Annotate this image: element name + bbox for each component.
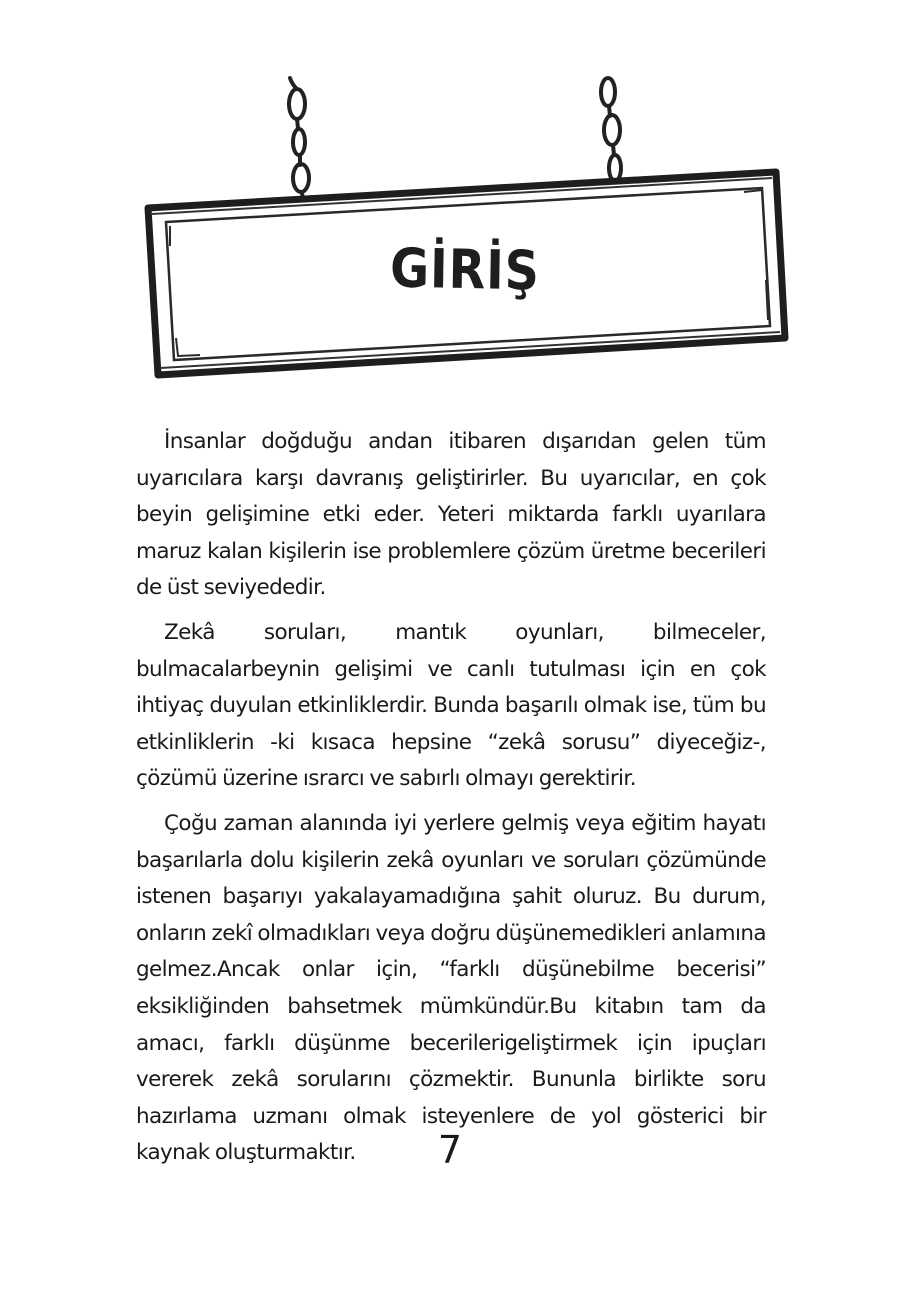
hanging-sign — [140, 70, 790, 390]
paragraph-1: İnsanlar doğduğu andan itibaren dışarıdan gelen tüm uyarıcılara karşı davranış geliştirirler. Bu uyarıcılar, en çok beyin gelişimine etki eder. Yeteri miktarda farklı uyarılara maruz kalan kişilerin ise problemlere çözüm üretme becerileri de üst seviyededir. — [136, 429, 766, 601]
body-text — [136, 424, 766, 1180]
page-title: GİRİŞ — [389, 236, 541, 303]
right-chain-icon — [601, 78, 621, 194]
sign-illustration — [140, 70, 790, 390]
paragraph-3: Çoğu zaman alanında iyi yerlere gelmiş veya eğitim hayatı başarılarla dolu kişilerin zekâ oyunları ve soruları çözümünde istenen başarıyı yakalayamadığına şahit oluruz. Bu durum, onların zekî olmadıkları veya doğru düşünemedikleri anlamına gelmez.Ancak onlar için, “farklı düşünebilme becerisi” eksikliğinden bahsetmek mümkündür.Bu kitabın tam da amacı, farklı düşünme becerilerigeliştirmek için ipuçları vererek zekâ sorularını çözmektir. Bununla birlikte soru hazırlama uzmanı olmak isteyenlere de yol gösterici bir kaynak oluşturmaktır. — [136, 810, 766, 1166]
page-number: 7 — [437, 1128, 463, 1172]
paragraph-2: Zekâ soruları, mantık oyunları, bilmeceler, bulmacalarbeynin gelişimi ve canlı tutulması için en çok ihtiyaç duyulan etkinliklerdir. Bunda başarılı olmak ise, tüm bu etkinliklerin -ki kısaca hepsine “zekâ sorusu” diyeceğiz-, çözümü üzerine ısrarcı ve sabırlı olmayı gerektirir. — [136, 619, 766, 792]
left-chain-icon — [289, 78, 309, 211]
